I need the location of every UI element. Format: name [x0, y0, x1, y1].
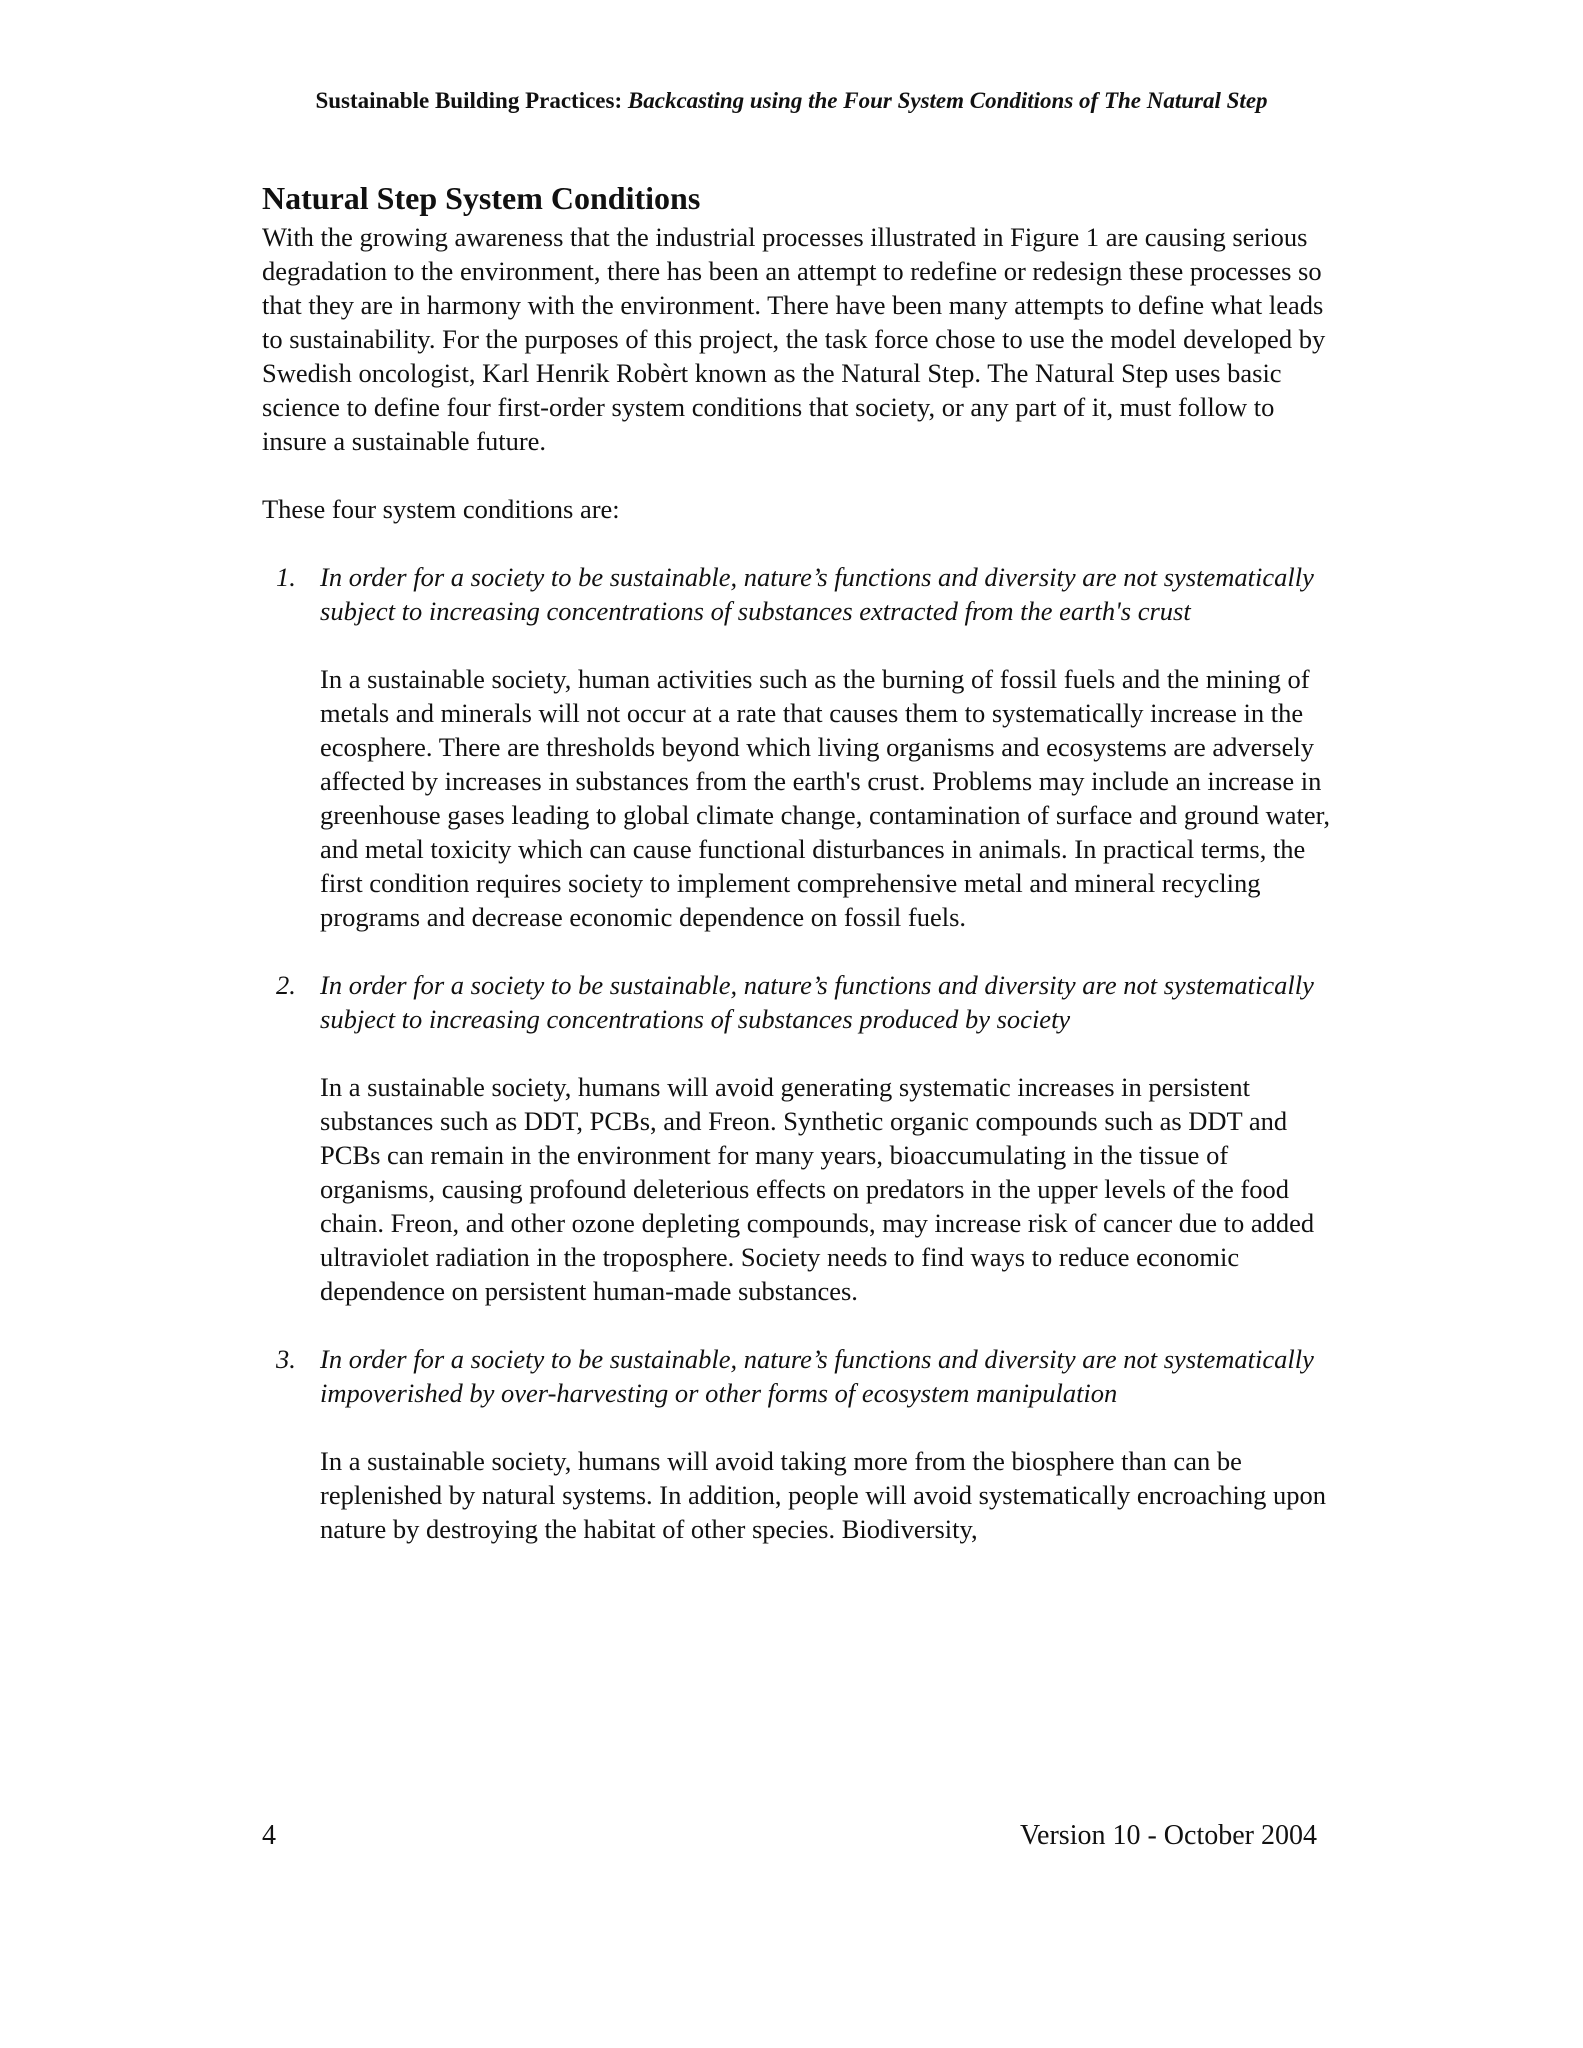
header-subtitle: Backcasting using the Four System Conditions of The Natural Step [627, 88, 1268, 113]
list-number: 3. [276, 1344, 296, 1374]
lead-in-paragraph: These four system conditions are: [262, 494, 620, 524]
condition-explanation: In a sustainable society, human activities such as the burning of fossil fuels and the mining of metals and minerals will not occur at a rate that causes them to systematically increase in the ecosphere. There are thresholds beyond which living organisms and ecosystems are adversely affected by increases in substances from the earth's crust. Problems may include an increase in greenhouse gases leading to global climate change, contamination of surface and ground water, and metal toxicity which can cause functional disturbances in animals. In practical terms, the first condition requires society to implement comprehensive metal and mineral recycling programs and decrease economic dependence on fossil fuels. [320, 664, 1330, 932]
page-content [262, 178, 1332, 1546]
section-title: Natural Step System Conditions [262, 180, 701, 216]
running-header [0, 88, 1583, 114]
list-item [262, 560, 1332, 968]
list-number: 2. [276, 970, 296, 1000]
condition-statement: In order for a society to be sustainable, nature’s functions and diversity are not systematically impoverished by over-harvesting or other forms of ecosystem manipulation [320, 1344, 1314, 1408]
condition-explanation: In a sustainable society, humans will avoid generating systematic increases in persistent substances such as DDT, PCBs, and Freon. Synthetic organic compounds such as DDT and PCBs can remain in the environment for many years, bioaccumulating in the tissue of organisms, causing profound deleterious effects on predators in the upper levels of the food chain. Freon, and other ozone depleting compounds, may increase risk of cancer due to added ultraviolet radiation in the troposphere. Society needs to find ways to reduce economic dependence on persistent human-made substances. [320, 1072, 1315, 1306]
page-number: 4 [262, 1820, 276, 1851]
list-number: 1. [276, 562, 296, 592]
header-title: Sustainable Building Practices: [315, 88, 623, 113]
condition-explanation: In a sustainable society, humans will avoid taking more from the biosphere than can be replenished by natural systems. In addition, people will avoid systematically encroaching upon nature by destroying the habitat of other species. Biodiversity, [320, 1446, 1327, 1544]
condition-statement: In order for a society to be sustainable, nature’s functions and diversity are not systematically subject to increasing concentrations of substances produced by society [320, 970, 1314, 1034]
condition-statement: In order for a society to be sustainable, nature’s functions and diversity are not systematically subject to increasing concentrations of substances extracted from the earth's crust [320, 562, 1314, 626]
list-item [262, 968, 1332, 1342]
version-label: Version 10 - October 2004 [1019, 1820, 1317, 1851]
intro-paragraph: With the growing awareness that the industrial processes illustrated in Figure 1 are causing serious degradation to the environment, there has been an attempt to redefine or redesign these processes so that they are in harmony with the environment. There have been many attempts to define what leads to sustainability. For the purposes of this project, the task force chose to use the model developed by Swedish oncologist, Karl Henrik Robèrt known as the Natural Step. The Natural Step uses basic science to define four first-order system conditions that society, or any part of it, must follow to insure a sustainable future. [262, 222, 1326, 456]
list-item [262, 1342, 1332, 1546]
system-conditions-list [262, 560, 1332, 1546]
